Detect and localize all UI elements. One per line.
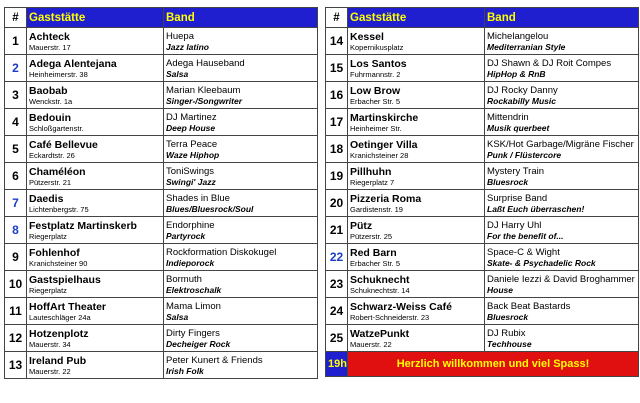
venue-address: Kranichsteiner 90 xyxy=(29,258,88,268)
schedule-table-right xyxy=(325,7,639,377)
band-cell xyxy=(485,190,639,217)
venue-name: Achteck xyxy=(29,30,70,43)
venue-address: Erbacher Str. 5 xyxy=(350,258,401,268)
band-name: DJ Shawn & DJ Roit Compes xyxy=(487,57,612,69)
row-number: 16 xyxy=(326,82,348,109)
band-name: DJ Martinez xyxy=(166,111,217,123)
band-cell xyxy=(485,163,639,190)
table-row xyxy=(326,82,639,109)
venue-cell xyxy=(27,55,164,82)
venue-cell xyxy=(348,325,485,352)
band-name: Mystery Train xyxy=(487,165,545,177)
band-genre: Mediterranian Style xyxy=(487,41,566,52)
band-cell xyxy=(485,109,639,136)
band-cell xyxy=(164,109,318,136)
row-number: 11 xyxy=(5,298,27,325)
header-band: Band xyxy=(485,8,639,28)
row-number: 15 xyxy=(326,55,348,82)
venue-address: Wenckstr. 1a xyxy=(29,96,73,106)
band-name: Rockformation Diskokugel xyxy=(166,246,277,258)
venue-cell xyxy=(27,82,164,109)
band-genre: Salsa xyxy=(166,311,189,322)
venue-address: Lauteschläger 24a xyxy=(29,312,91,322)
row-number: 7 xyxy=(5,190,27,217)
venue-name: Fohlenhof xyxy=(29,246,80,259)
venue-cell xyxy=(27,217,164,244)
band-genre: Waze Hiphop xyxy=(166,149,220,160)
venue-cell xyxy=(348,298,485,325)
venue-address: Pützerstr. 25 xyxy=(350,231,393,241)
band-cell xyxy=(164,271,318,298)
band-name: Endorphine xyxy=(166,219,215,231)
band-name: Mama Limon xyxy=(166,300,221,312)
band-name: Back Beat Bastards xyxy=(487,300,571,312)
band-cell xyxy=(164,190,318,217)
venue-address: Robert-Schneiderstr. 23 xyxy=(350,312,430,322)
venue-name: Pillhuhn xyxy=(350,165,392,178)
venue-cell xyxy=(27,163,164,190)
band-name: Peter Kunert & Friends xyxy=(166,354,263,366)
band-cell xyxy=(485,271,639,298)
venue-address: Gardistenstr. 19 xyxy=(350,204,403,214)
band-cell xyxy=(485,82,639,109)
venue-address: Mauerstr. 34 xyxy=(29,339,71,349)
venue-address: Mauerstr. 17 xyxy=(29,42,71,52)
table-row xyxy=(326,325,639,352)
table-row xyxy=(326,190,639,217)
band-name: Michelangelou xyxy=(487,30,549,42)
venue-cell xyxy=(348,109,485,136)
venue-name: Chaméléon xyxy=(29,165,86,178)
venue-name: Bedouin xyxy=(29,111,71,124)
venue-cell xyxy=(348,190,485,217)
venue-name: Pütz xyxy=(350,219,373,232)
band-genre: Bluesrock xyxy=(487,311,529,322)
band-cell xyxy=(164,244,318,271)
table-row xyxy=(5,190,318,217)
row-number: 2 xyxy=(5,55,27,82)
band-name: Terra Peace xyxy=(166,138,218,150)
band-cell xyxy=(164,136,318,163)
band-genre: Skate- & Psychadelic Rock xyxy=(487,257,596,268)
table-row xyxy=(5,82,318,109)
table-row xyxy=(326,271,639,298)
venue-address: Riegerplatz xyxy=(29,285,67,295)
venue-name: HoffArt Theater xyxy=(29,300,107,313)
band-genre: HipHop & RnB xyxy=(487,68,546,79)
row-number: 14 xyxy=(326,28,348,55)
welcome-banner: Herzlich willkommen und viel Spass! xyxy=(348,352,639,377)
band-genre: Punk / Flüstercore xyxy=(487,149,562,160)
row-number: 9 xyxy=(5,244,27,271)
venue-name: Kessel xyxy=(350,30,384,43)
table-row xyxy=(326,217,639,244)
venue-address: Mauerstr. 22 xyxy=(29,366,71,376)
table-row xyxy=(326,55,639,82)
table-row xyxy=(5,163,318,190)
band-name: Surprise Band xyxy=(487,192,548,204)
table-row xyxy=(5,298,318,325)
band-genre: Musik querbeet xyxy=(487,122,550,133)
band-name: Space-C & Wight xyxy=(487,246,560,258)
row-number: 25 xyxy=(326,325,348,352)
band-genre: Singer-/Songwriter xyxy=(166,95,243,106)
band-genre: House xyxy=(487,284,513,295)
header-number: # xyxy=(5,8,27,28)
band-genre: Swingi' Jazz xyxy=(166,176,216,187)
band-genre: Salsa xyxy=(166,68,189,79)
band-genre: Decheiger Rock xyxy=(166,338,231,349)
venue-cell xyxy=(27,352,164,379)
band-name: Marian Kleebaum xyxy=(166,84,241,96)
header-band: Band xyxy=(164,8,318,28)
venue-address: Heinheimerstr. 38 xyxy=(29,69,88,79)
venue-name: Los Santos xyxy=(350,57,407,70)
row-number: 17 xyxy=(326,109,348,136)
band-cell xyxy=(164,55,318,82)
table-row xyxy=(5,271,318,298)
band-name: ToniSwings xyxy=(166,165,215,177)
venue-address: Kranichsteiner 28 xyxy=(350,150,409,160)
row-number: 4 xyxy=(5,109,27,136)
venue-address: Schuknechtstr. 14 xyxy=(350,285,410,295)
band-cell xyxy=(485,217,639,244)
band-cell xyxy=(164,163,318,190)
venue-cell xyxy=(348,136,485,163)
venue-address: Kopernikusplatz xyxy=(350,42,404,52)
venue-address: Lichtenbergstr. 75 xyxy=(29,204,89,214)
venue-name: Martinskirche xyxy=(350,111,419,124)
header-venue: Gaststätte xyxy=(27,8,164,28)
band-name: Mittendrin xyxy=(487,111,529,123)
table-row xyxy=(5,109,318,136)
band-genre: Laßt Euch überraschen! xyxy=(487,203,585,214)
row-number: 13 xyxy=(5,352,27,379)
band-genre: Irish Folk xyxy=(166,365,204,376)
row-number: 24 xyxy=(326,298,348,325)
table-row xyxy=(5,55,318,82)
table-row xyxy=(326,244,639,271)
band-genre: Blues/Bluesrock/Soul xyxy=(166,203,254,214)
venue-name: Low Brow xyxy=(350,84,401,97)
venue-cell xyxy=(27,244,164,271)
band-genre: Jazz latino xyxy=(166,41,209,52)
venue-cell xyxy=(348,55,485,82)
table-row xyxy=(5,325,318,352)
row-number: 22 xyxy=(326,244,348,271)
band-cell xyxy=(485,298,639,325)
venue-name: Schwarz-Weiss Café xyxy=(350,300,452,313)
venue-address: Fuhrmannstr. 2 xyxy=(350,69,401,79)
venue-address: Erbacher Str. 5 xyxy=(350,96,401,106)
venue-address: Eckardtstr. 26 xyxy=(29,150,75,160)
band-name: Dirty Fingers xyxy=(166,327,220,339)
band-name: Adega Hauseband xyxy=(166,57,245,69)
band-genre: Partyrock xyxy=(166,230,206,241)
band-cell xyxy=(485,244,639,271)
band-cell xyxy=(485,28,639,55)
start-time: 19h xyxy=(326,352,348,377)
venue-name: Adega Alentejana xyxy=(29,57,117,70)
band-name: Bormuth xyxy=(166,273,202,285)
venue-name: Schuknecht xyxy=(350,273,410,286)
venue-cell xyxy=(27,325,164,352)
venue-cell xyxy=(348,244,485,271)
band-cell xyxy=(164,325,318,352)
row-number: 3 xyxy=(5,82,27,109)
band-cell xyxy=(164,82,318,109)
table-row xyxy=(326,298,639,325)
band-genre: Bluesrock xyxy=(487,176,529,187)
row-number: 20 xyxy=(326,190,348,217)
venue-name: Red Barn xyxy=(350,246,397,259)
venue-address: Heinheimer Str. xyxy=(350,123,402,133)
venue-name: Baobab xyxy=(29,84,68,97)
venue-name: Pizzeria Roma xyxy=(350,192,422,205)
row-number: 12 xyxy=(5,325,27,352)
row-number: 19 xyxy=(326,163,348,190)
venue-name: Café Bellevue xyxy=(29,138,98,151)
band-genre: Deep House xyxy=(166,122,216,133)
venue-cell xyxy=(27,190,164,217)
band-cell xyxy=(164,298,318,325)
venue-cell xyxy=(27,109,164,136)
table-row xyxy=(326,28,639,55)
table-row xyxy=(5,244,318,271)
band-name: KSK/Hot Garbage/Migräne Fischer xyxy=(487,138,634,150)
venue-cell xyxy=(27,28,164,55)
venue-cell xyxy=(27,298,164,325)
band-genre: For the benefit of... xyxy=(487,230,564,241)
band-name: Shades in Blue xyxy=(166,192,230,204)
venue-cell xyxy=(27,271,164,298)
band-name: DJ Harry Uhl xyxy=(487,219,542,231)
table-row xyxy=(5,28,318,55)
band-name: DJ Rubix xyxy=(487,327,526,339)
venue-cell xyxy=(348,271,485,298)
table-row xyxy=(5,352,318,379)
row-number: 23 xyxy=(326,271,348,298)
header-number: # xyxy=(326,8,348,28)
venue-cell xyxy=(348,28,485,55)
band-cell xyxy=(485,55,639,82)
row-number: 18 xyxy=(326,136,348,163)
band-name: Huepa xyxy=(166,30,194,42)
band-cell xyxy=(485,136,639,163)
row-number: 8 xyxy=(5,217,27,244)
band-name: DJ Rocky Danny xyxy=(487,84,558,96)
venue-cell xyxy=(348,217,485,244)
header-venue: Gaststätte xyxy=(348,8,485,28)
band-genre: Indieporock xyxy=(166,257,215,268)
venue-address: Riegerplatz xyxy=(29,231,67,241)
band-cell xyxy=(164,352,318,379)
schedule-table-left xyxy=(4,7,318,379)
table-row xyxy=(326,109,639,136)
band-cell xyxy=(485,325,639,352)
venue-address: Schloßgartenstr. xyxy=(29,123,84,133)
band-cell xyxy=(164,217,318,244)
band-genre: Elektroschalk xyxy=(166,284,222,295)
band-genre: Rockabilly Music xyxy=(487,95,556,106)
venue-name: Oetinger Villa xyxy=(350,138,418,151)
row-number: 21 xyxy=(326,217,348,244)
venue-name: Hotzenplotz xyxy=(29,327,89,340)
table-row xyxy=(326,163,639,190)
venue-address: Riegerplatz 7 xyxy=(350,177,395,187)
band-name: Daniele Iezzi & David Broghammer xyxy=(487,273,635,285)
row-number: 5 xyxy=(5,136,27,163)
row-number: 10 xyxy=(5,271,27,298)
venue-cell xyxy=(348,82,485,109)
venue-cell xyxy=(348,163,485,190)
venue-name: Festplatz Martinskerb xyxy=(29,219,137,232)
band-cell xyxy=(164,28,318,55)
venue-cell xyxy=(27,136,164,163)
band-genre: Techhouse xyxy=(487,338,532,349)
venue-name: Gastspielhaus xyxy=(29,273,101,286)
row-number: 6 xyxy=(5,163,27,190)
table-row xyxy=(5,136,318,163)
venue-address: Mauerstr. 22 xyxy=(350,339,392,349)
venue-name: Ireland Pub xyxy=(29,354,87,367)
table-row xyxy=(5,217,318,244)
venue-name: Daedis xyxy=(29,192,64,205)
venue-name: WatzePunkt xyxy=(350,327,410,340)
row-number: 1 xyxy=(5,28,27,55)
table-row xyxy=(326,136,639,163)
venue-address: Pützerstr. 21 xyxy=(29,177,72,187)
